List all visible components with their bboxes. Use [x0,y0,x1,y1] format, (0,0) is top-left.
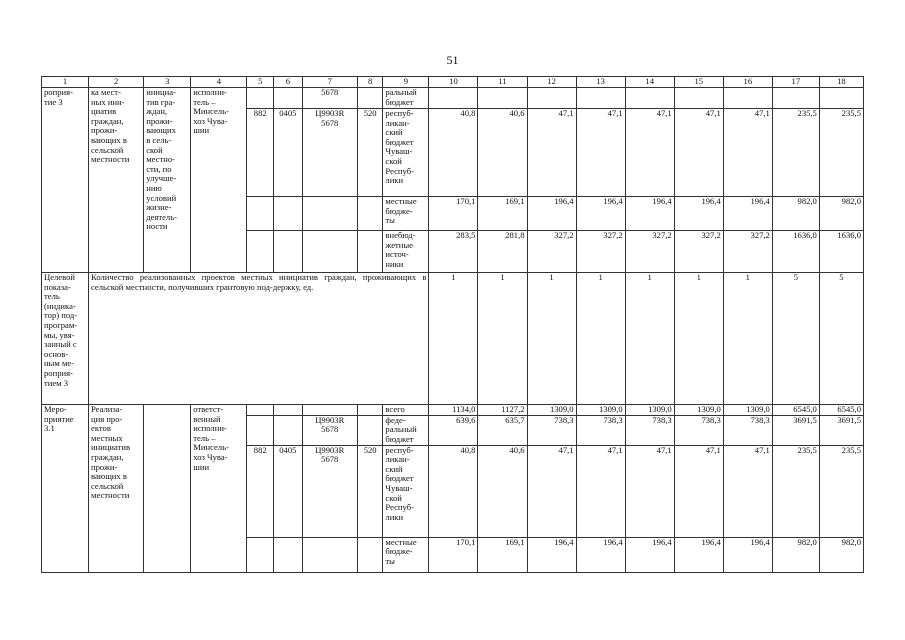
column-number: 7 [302,77,357,88]
column-number: 2 [89,77,144,88]
code-cell: 882 [247,445,274,537]
column-number: 13 [576,77,625,88]
code-cell: 0405 [274,445,303,537]
code-cell [357,405,383,416]
column-number: 10 [429,77,478,88]
code-cell: 520 [357,445,383,537]
indicator-value: 1 [625,273,674,405]
code-cell [247,537,274,572]
value-cell: 738,3 [625,415,674,445]
value-cell: 47,1 [576,445,625,537]
value-cell: 738,3 [527,415,576,445]
indicator-value: 1 [723,273,772,405]
column-number: 9 [383,77,429,88]
value-cell: 40,8 [429,445,478,537]
column-number: 14 [625,77,674,88]
column-number: 17 [772,77,819,88]
indicator-row [42,273,864,405]
code-cell [274,197,303,231]
code-cell [247,415,274,445]
funding-source: местные бюдже- ты [383,537,429,572]
value-cell [674,88,723,109]
column-number: 4 [191,77,247,88]
value-cell: 3691,5 [819,415,863,445]
code-cell [247,405,274,416]
value-cell: 40,6 [478,109,527,197]
value-cell: 738,3 [674,415,723,445]
indicator-value: 5 [772,273,819,405]
value-cell: 327,2 [625,231,674,273]
event-description [144,405,191,573]
column-number: 11 [478,77,527,88]
indicator-value: 1 [478,273,527,405]
value-cell: 327,2 [674,231,723,273]
code-cell [247,231,274,273]
code-cell: 520 [357,109,383,197]
value-cell: 327,2 [576,231,625,273]
code-cell [274,405,303,416]
value-cell: 47,1 [674,109,723,197]
value-cell: 196,4 [625,197,674,231]
value-cell: 47,1 [576,109,625,197]
value-cell: 47,1 [527,109,576,197]
value-cell: 1636,0 [819,231,863,273]
code-cell [247,88,274,109]
code-cell [357,88,383,109]
value-cell: 47,1 [527,445,576,537]
column-number: 18 [819,77,863,88]
column-number: 6 [274,77,303,88]
column-number: 3 [144,77,191,88]
value-cell: 639,6 [429,415,478,445]
value-cell: 196,4 [576,537,625,572]
column-number: 16 [723,77,772,88]
value-cell [429,88,478,109]
value-cell: 982,0 [819,537,863,572]
indicator-value: 1 [576,273,625,405]
code-cell: 0405 [274,109,303,197]
value-cell: 738,3 [723,415,772,445]
value-cell [478,88,527,109]
value-cell [723,88,772,109]
code-cell [357,231,383,273]
value-cell: 1309,0 [723,405,772,416]
value-cell: 635,7 [478,415,527,445]
value-cell: 1309,0 [625,405,674,416]
value-cell: 196,4 [723,537,772,572]
value-cell: 738,3 [576,415,625,445]
value-cell: 3691,5 [772,415,819,445]
code-cell [274,415,303,445]
value-cell: 169,1 [478,537,527,572]
value-cell: 1309,0 [576,405,625,416]
event-label: роприя- тие 3 [42,88,89,273]
code-cell: 882 [247,109,274,197]
value-cell: 982,0 [772,537,819,572]
value-cell: 281,8 [478,231,527,273]
value-cell: 235,5 [819,445,863,537]
value-cell: 235,5 [772,445,819,537]
value-cell: 6545,0 [819,405,863,416]
funding-source: внебюд- жетные источ- ники [383,231,429,273]
funding-source: феде- ральный бюджет [383,415,429,445]
code-cell [247,197,274,231]
page-number: 51 [446,53,459,67]
indicator-value: 5 [819,273,863,405]
value-cell: 283,5 [429,231,478,273]
value-cell [576,88,625,109]
code-cell [302,197,357,231]
header-row [42,77,864,88]
responsible-executor: ответст- венный исполни- тель – Минсель- хоз Чува- шии [191,405,247,573]
value-cell: 170,1 [429,537,478,572]
code-cell [274,231,303,273]
value-cell: 327,2 [723,231,772,273]
event-description: инициа- тив гра- ждан, прожи- вающих в сель- ской местно- сти, по улучше- нию условий жизне- деятель- ности [144,88,191,273]
table-row [42,405,864,416]
value-cell: 235,5 [819,109,863,197]
event-name: ка мест- ных ини- циатив граждан, прожи- вающих в сельской местности [89,88,144,273]
value-cell: 1636,0 [772,231,819,273]
value-cell: 1309,0 [527,405,576,416]
code-cell [302,405,357,416]
event-name: Реализа- ция про- ектов местных инициатив граждан, прожи- вающих в сельской местности [89,405,144,573]
value-cell: 47,1 [625,445,674,537]
value-cell: 40,8 [429,109,478,197]
value-cell: 196,4 [527,537,576,572]
funding-source: респуб- ликан- ский бюджет Чуваш- ской Респуб- лики [383,109,429,197]
indicator-value: 1 [674,273,723,405]
value-cell: 982,0 [819,197,863,231]
value-cell: 196,4 [527,197,576,231]
code-cell: Ц9903R 5678 [302,415,357,445]
indicator-text: Количество реализованных проектов местных инициатив граждан, проживающих в сельской местности, получивших грантовую под-держку, ед. [89,273,429,405]
table-body [42,77,864,573]
value-cell: 982,0 [772,197,819,231]
value-cell: 40,6 [478,445,527,537]
value-cell: 47,1 [674,445,723,537]
code-cell [357,537,383,572]
indicator-label: Целевой показа- тель (индика- тор) под- програм- мы, увя- занный с основ- ным ме- роприя- тием 3 [42,273,89,405]
funding-source: местные бюдже- ты [383,197,429,231]
column-number: 5 [247,77,274,88]
value-cell: 1309,0 [674,405,723,416]
value-cell [625,88,674,109]
table-row [42,88,864,109]
code-cell: Ц9903R 5678 [302,109,357,197]
value-cell: 235,5 [772,109,819,197]
code-cell [274,537,303,572]
column-number: 12 [527,77,576,88]
value-cell [527,88,576,109]
value-cell: 47,1 [723,109,772,197]
code-cell [302,537,357,572]
indicator-value: 1 [429,273,478,405]
column-number: 8 [357,77,383,88]
value-cell: 1127,2 [478,405,527,416]
responsible-executor: исполни- тель – Минсель- хоз Чува- шии [191,88,247,273]
code-cell [357,197,383,231]
code-cell: 5678 [302,88,357,109]
code-cell [302,231,357,273]
value-cell: 1134,0 [429,405,478,416]
funding-source: всего [383,405,429,416]
indicator-value: 1 [527,273,576,405]
funding-source: ральный бюджет [383,88,429,109]
value-cell [819,88,863,109]
value-cell: 196,4 [674,537,723,572]
value-cell: 196,4 [576,197,625,231]
column-number: 1 [42,77,89,88]
funding-source: респуб- ликан- ский бюджет Чуваш- ской Респуб- лики [383,445,429,537]
value-cell [772,88,819,109]
code-cell [274,88,303,109]
value-cell: 196,4 [625,537,674,572]
budget-table [41,76,864,573]
value-cell: 169,1 [478,197,527,231]
column-number: 15 [674,77,723,88]
value-cell: 327,2 [527,231,576,273]
event-label: Меро- приятие 3.1 [42,405,89,573]
value-cell: 6545,0 [772,405,819,416]
value-cell: 47,1 [723,445,772,537]
value-cell: 47,1 [625,109,674,197]
value-cell: 170,1 [429,197,478,231]
value-cell: 196,4 [674,197,723,231]
code-cell: Ц9903R 5678 [302,445,357,537]
code-cell [357,415,383,445]
value-cell: 196,4 [723,197,772,231]
